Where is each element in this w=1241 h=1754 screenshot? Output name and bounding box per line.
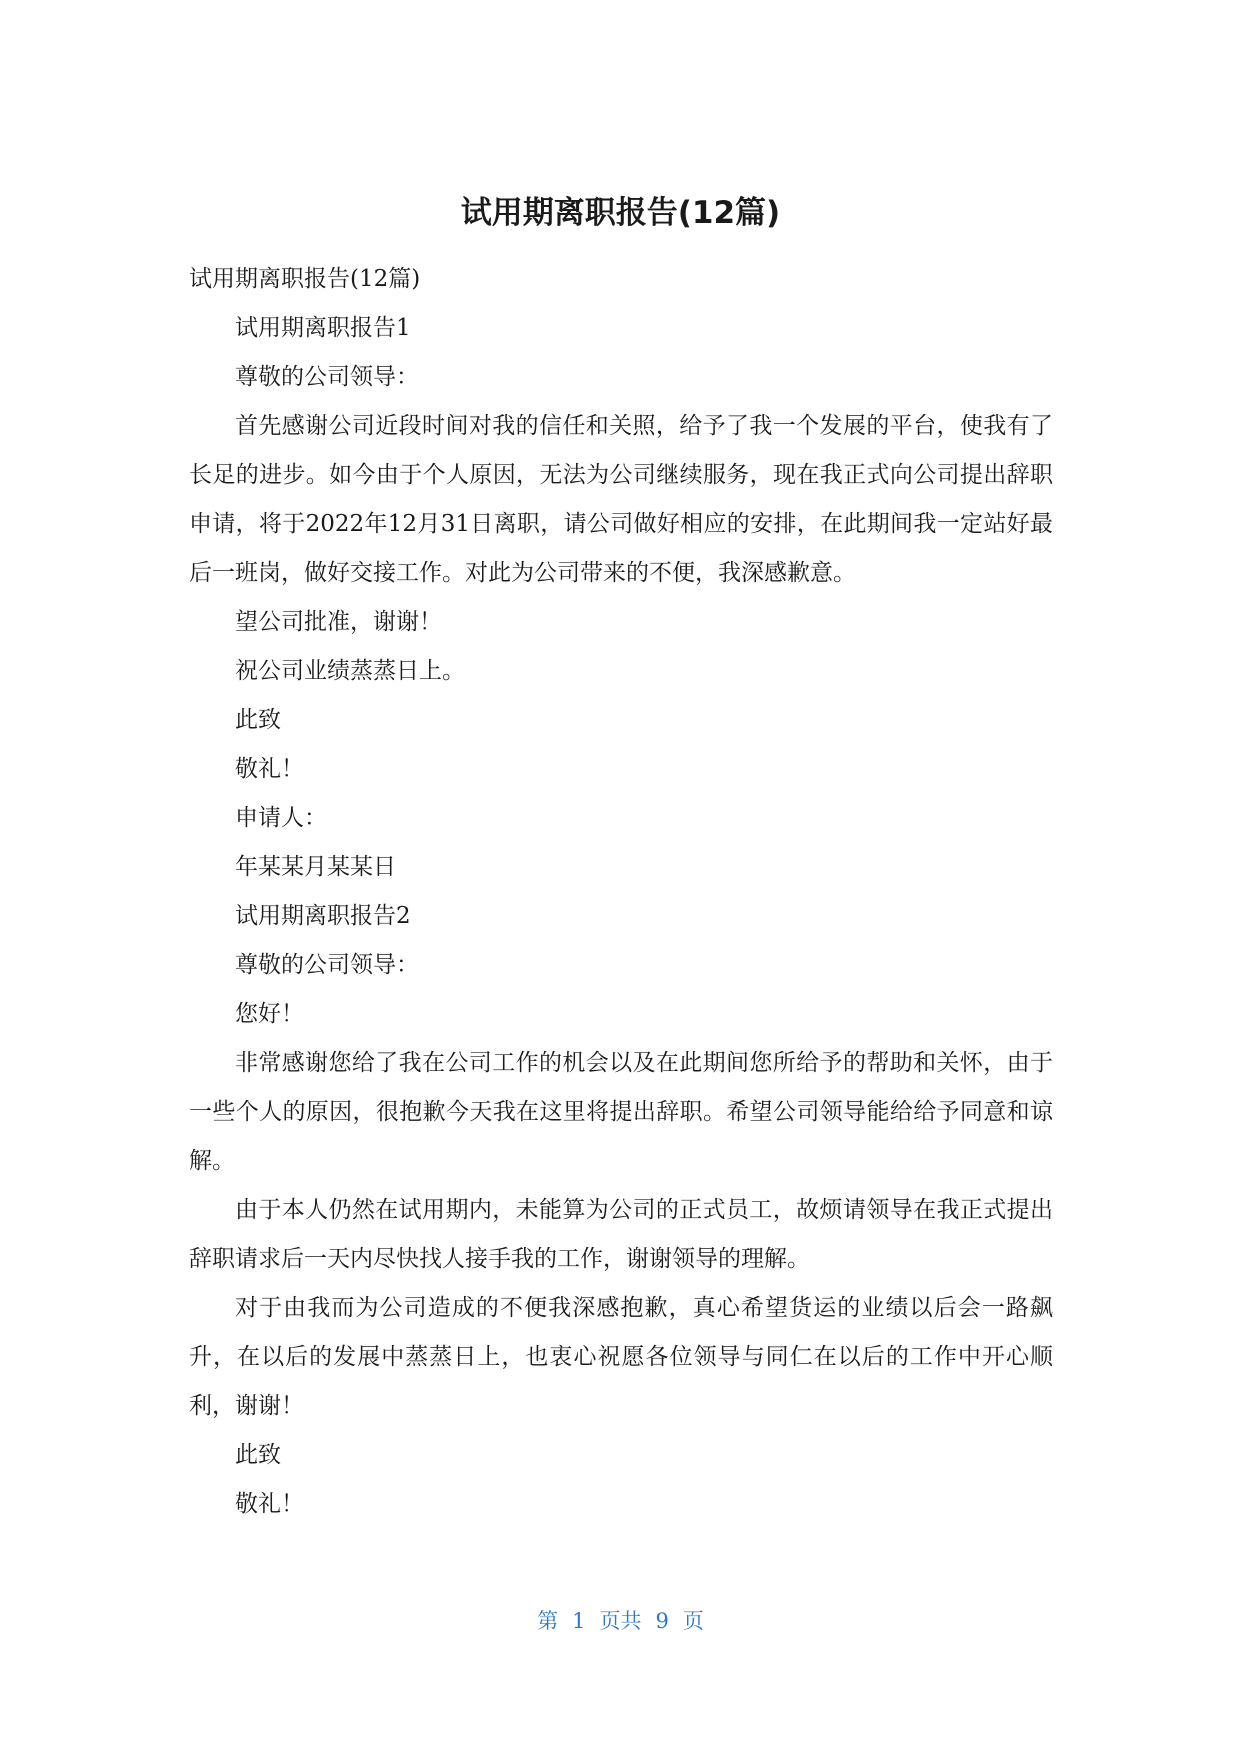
paragraph-applicant: 申请人： (235, 805, 327, 831)
paragraph-section-heading-1: 试用期离职报告1 (235, 315, 411, 341)
paragraph-subtitle: 试用期离职报告(12篇) (189, 266, 421, 292)
paragraph-date: 年某某月某某日 (235, 854, 396, 880)
footer-page-mid: 页共 (599, 1609, 642, 1633)
paragraph-salutation-1: 尊敬的公司领导： (235, 364, 419, 390)
paragraph-body-3: 由于本人仍然在试用期内，未能算为公司的正式员工，故烦请领导在我正式提出辞职请求后一天内尽快找人接手我的工作，谢谢领导的理解。 (189, 1197, 1053, 1272)
paragraph-closing-1: 此致 (235, 707, 281, 733)
document-title: 试用期离职报告(12篇) (460, 195, 781, 231)
paragraph-body-1: 首先感谢公司近段时间对我的信任和关照，给予了我一个发展的平台，使我有了长足的进步。如今由于个人原因，无法为公司继续服务，现在我正式向公司提出辞职申请，将于2022年12月31日离职，请公司做好相应的安排，在此期间我一定站好最后一班岗，做好交接工作。对此为公司带来的不便，我深感歉意。 (189, 413, 1053, 586)
footer-current-page: 1 (572, 1609, 586, 1633)
footer-page-prefix: 第 (537, 1609, 559, 1633)
page-number-footer (0, 1606, 1241, 1636)
paragraph-wish: 祝公司业绩蒸蒸日上。 (235, 658, 465, 684)
footer-page-suffix: 页 (682, 1609, 704, 1633)
paragraph-regards-2: 敬礼！ (235, 1491, 304, 1517)
paragraph-closing-2: 此致 (235, 1442, 281, 1468)
paragraph-section-heading-2: 试用期离职报告2 (235, 903, 411, 929)
footer-total-pages: 9 (655, 1609, 669, 1633)
paragraph-regards-1: 敬礼！ (235, 756, 304, 782)
paragraph-salutation-2: 尊敬的公司领导： (235, 952, 419, 978)
paragraph-body-4: 对于由我而为公司造成的不便我深感抱歉，真心希望货运的业绩以后会一路飙升，在以后的发展中蒸蒸日上，也衷心祝愿各位领导与同仁在以后的工作中开心顺利，谢谢！ (189, 1295, 1053, 1419)
document-body (189, 255, 1053, 1529)
paragraph-body-2: 非常感谢您给了我在公司工作的机会以及在此期间您所给予的帮助和关怀，由于一些个人的原因，很抱歉今天我在这里将提出辞职。希望公司领导能给给予同意和谅解。 (189, 1050, 1053, 1174)
paragraph-greeting: 您好！ (235, 1001, 304, 1027)
paragraph-request: 望公司批准，谢谢！ (235, 609, 442, 635)
